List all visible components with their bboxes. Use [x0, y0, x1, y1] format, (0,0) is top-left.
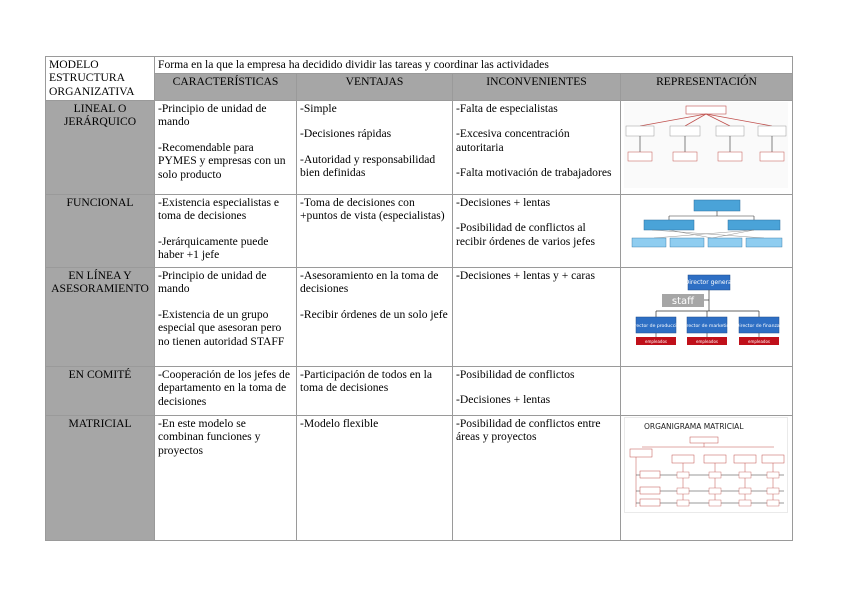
col-header-ventajas: VENTAJAS — [297, 74, 453, 101]
row-header-comite: EN COMITÉ — [46, 367, 155, 416]
row-header-linea-asesoramiento: EN LÍNEA Y ASESORAMIENTO — [46, 268, 155, 367]
representacion-cell — [621, 367, 793, 416]
col-header-caracteristicas: CARACTERÍSTICAS — [155, 74, 297, 101]
text-item: -Existencia especialistas e toma de decisiones — [158, 196, 280, 223]
ventajas-cell — [297, 101, 453, 195]
org-box — [670, 126, 700, 136]
text-item: -Decisiones + lentas y + caras — [456, 269, 595, 282]
org-box — [728, 220, 780, 230]
org-box — [640, 499, 660, 506]
inconvenientes-cell — [453, 195, 621, 268]
model-label: MODELO ESTRUCTURA ORGANIZATIVA — [49, 58, 135, 98]
text-item: -Posibilidad de conflictos al recibir órdenes de varios jefes — [456, 221, 596, 248]
text-item: -Autoridad y responsabilidad bien definidas — [300, 152, 436, 180]
representacion-cell — [621, 416, 793, 541]
text-item: -Recibir órdenes de un solo jefe — [300, 307, 448, 321]
caracteristicas-cell — [155, 195, 297, 268]
row-header-lineal: LINEAL O JERÁRQUICO — [46, 101, 155, 195]
org-box — [746, 238, 782, 247]
matrix-title: ORGANIGRAMA MATRICIAL — [644, 422, 744, 431]
inconvenientes-cell — [453, 268, 621, 367]
inconvenientes-cell — [453, 416, 621, 541]
org-box — [628, 152, 652, 161]
table-description: Forma en la que la empresa ha decidido dividir las tareas y coordinar las actividades — [158, 58, 549, 71]
org-box — [762, 455, 784, 463]
text-item: -Existencia de un grupo especial que asesoran pero no tienen autoridad STAFF — [158, 307, 285, 348]
text-item: -Simple — [300, 102, 337, 115]
text-item: -Decisiones rápidas — [300, 127, 392, 141]
staff-label: staff — [671, 296, 695, 307]
org-box — [673, 152, 697, 161]
text-item: -Jerárquicamente puede haber +1 jefe — [158, 234, 269, 262]
text-item: -Excesiva concentración autoritaria — [456, 127, 570, 154]
org-box — [640, 487, 660, 494]
lineal-org-chart — [624, 102, 788, 188]
org-box — [718, 152, 742, 161]
org-box — [670, 238, 704, 247]
col-header-representacion: REPRESENTACIÓN — [621, 74, 793, 101]
text-item: -Modelo flexible — [300, 417, 379, 430]
description-cell — [155, 57, 793, 74]
org-box — [694, 200, 740, 211]
text-item: -Posibilidad de conflictos — [456, 368, 575, 381]
staff-org-chart — [624, 269, 788, 361]
representacion-cell — [621, 268, 793, 367]
table-row — [46, 268, 793, 367]
text-item: -Posibilidad de conflictos entre áreas y proyectos — [456, 417, 601, 444]
text-item: -Principio de unidad de mando — [158, 102, 267, 129]
row-header-matricial: MATRICIAL — [46, 416, 155, 541]
caracteristicas-cell — [155, 416, 297, 541]
model-header-cell — [46, 57, 155, 101]
caracteristicas-cell — [155, 367, 297, 416]
org-box — [632, 238, 666, 247]
org-box — [690, 437, 718, 443]
organization-structure-table — [45, 56, 793, 541]
org-box — [644, 220, 694, 230]
table-row — [46, 416, 793, 541]
org-box — [704, 455, 726, 463]
text-item: -Participación de todos en la toma de decisiones — [300, 368, 432, 395]
text-item: -Decisiones + lentas — [456, 196, 551, 209]
org-box — [716, 126, 744, 136]
text-item: -Cooperación de los jefes de departamento en la toma de decisiones — [158, 368, 290, 408]
text-item: -Asesoramiento en la toma de decisiones — [300, 269, 439, 296]
inconvenientes-cell — [453, 367, 621, 416]
ventajas-cell — [297, 268, 453, 367]
director-label: Director de marketing — [681, 324, 733, 329]
sub-label: empleados — [645, 339, 667, 344]
table-row — [46, 101, 793, 195]
director-label: Director de producción — [629, 324, 683, 329]
representacion-cell — [621, 195, 793, 268]
org-box — [672, 455, 694, 463]
director-label: Director de finanzas — [735, 324, 783, 329]
col-header-inconvenientes: INCONVENIENTES — [453, 74, 621, 101]
text-item: -Principio de unidad de mando — [158, 269, 267, 296]
ventajas-cell — [297, 416, 453, 541]
org-box — [758, 126, 786, 136]
org-box — [734, 455, 756, 463]
sub-label: empleados — [748, 339, 770, 344]
ventajas-cell — [297, 195, 453, 268]
ventajas-cell — [297, 367, 453, 416]
text-item: -En este modelo se combinan funciones y proyectos — [158, 417, 261, 457]
text-item: -Toma de decisiones con +puntos de vista (especialistas) — [300, 196, 445, 223]
text-item: -Recomendable para PYMES y empresas con un solo producto — [158, 140, 286, 181]
org-box — [640, 471, 660, 478]
table-row — [46, 367, 793, 416]
org-box — [686, 106, 726, 114]
table-row — [46, 195, 793, 268]
row-header-funcional: FUNCIONAL — [46, 195, 155, 268]
caracteristicas-cell — [155, 268, 297, 367]
inconvenientes-cell — [453, 101, 621, 195]
representacion-cell — [621, 101, 793, 195]
sub-label: empleados — [696, 339, 718, 344]
org-box — [626, 126, 654, 136]
text-item: -Falta de especialistas — [456, 102, 558, 115]
org-box — [708, 238, 742, 247]
org-box — [760, 152, 784, 161]
text-item: -Decisiones + lentas — [456, 393, 551, 407]
matrix-org-chart — [624, 417, 788, 513]
org-box — [630, 449, 652, 457]
director-general-label: Director general — [684, 279, 734, 286]
funcional-org-chart — [624, 196, 788, 256]
caracteristicas-cell — [155, 101, 297, 195]
text-item: -Falta motivación de trabajadores — [456, 166, 612, 180]
